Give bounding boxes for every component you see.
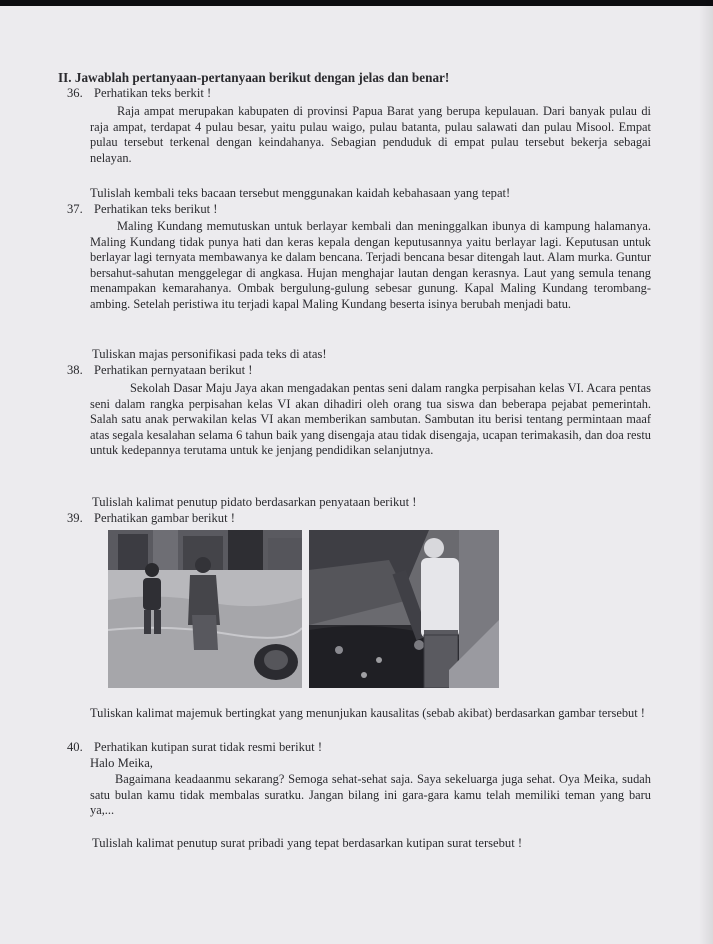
letter-greeting: Halo Meika,	[90, 756, 153, 770]
question-40-letter-text: Bagaimana keadaanmu sekarang? Semoga sehat-sehat saja. Saya sekeluarga juga sehat. Oya Meika, sudah satu bulan kamu tidak membalas suratku. Jangan bilang ini gara-gara kamu telah memiliki teman yang baru ya,...	[90, 772, 651, 818]
question-36-heading	[67, 86, 211, 101]
flood-photo-left	[108, 530, 302, 688]
section-title: II. Jawablah pertanyaan-pertanyaan berikut dengan jelas dan benar!	[58, 70, 450, 85]
flood-photo-right	[309, 530, 499, 688]
question-39-heading	[67, 511, 235, 526]
question-38-instruction: Tulislah kalimat penutup pidato berdasarkan penyataan berikut !	[92, 495, 417, 509]
question-37-text: Maling Kundang memutuskan untuk berlayar kembali dan meninggalkan ibunya di kampung halamanya. Maling Kundang tidak punya hati dan keras kepala dengan keputusannya yaitu berlayar lagi. Keputusan untuk berlayar lagi ternyata membawanya ke dalam bencana. Terjadi bencana besar ditengah laut. Alam murka. Guntur bersahut-sahutan menggelegar di angkasa. Hujan menghajar lautan dengan kerasnya. Laut yang semula tenang menampakan kemarahanya. Ombak bergulung-gulung sebesar gunung. Kapal Maling Kundang terombang-ambing. Setelah peristiwa itu terjadi kapal Maling Kundang beserta isinya berubah menjadi batu.	[90, 219, 651, 311]
question-39-instruction: Tuliskan kalimat majemuk bertingkat yang menunjukan kausalitas (sebab akibat) berdasarkan gambar tersebut !	[90, 706, 645, 720]
question-prompt: Perhatikan teks berkit !	[94, 86, 212, 100]
question-40-instruction: Tulislah kalimat penutup surat pribadi yang tepat berdasarkan kutipan surat tersebut !	[92, 836, 523, 850]
question-prompt: Perhatikan pernyataan berikut !	[94, 363, 253, 377]
question-36-text: Raja ampat merupakan kabupaten di provinsi Papua Barat yang berupa kepulauan. Dari banyak pulau di raja ampat, terdapat 4 pulau besar, yaitu pulau waigo, pulau batanta, pulau salawati dan pulau Misool. Empat pulau tersebut terkenal dengan keindahanya. Sebagian penduduk di empat pulau tersebut bekerja sebagai nelayan.	[90, 104, 651, 165]
question-prompt: Perhatikan teks berikut !	[94, 202, 218, 216]
question-36-instruction: Tulislah kembali teks bacaan tersebut menggunakan kaidah kebahasaan yang tepat!	[90, 186, 511, 200]
question-number: 36.	[67, 86, 83, 100]
question-number: 38.	[67, 363, 83, 377]
question-40-heading	[67, 740, 322, 755]
question-prompt: Perhatikan kutipan surat tidak resmi berikut !	[94, 740, 323, 754]
question-38-text: Sekolah Dasar Maju Jaya akan mengadakan pentas seni dalam rangka perpisahan kelas VI. Acara pentas seni dalam rangka perpisahan kelas VI akan dihadiri oleh orang tua siswa dan beberapa pejabat pemerintah. Salah satu anak perwakilan kelas VI akan memberikan sambutan. Sambutan itu berisi tentang permintaan maaf atas segala kesalahan selama 6 tahun baik yang disengaja atau tidak disengaja, ucapan terimakasih, dan doa restu untuk kedepannya terutama untuk ke jenjang pendidikan selanjutnya.	[90, 381, 651, 458]
question-number: 39.	[67, 511, 83, 525]
question-number: 40.	[67, 740, 83, 754]
question-37-heading	[67, 202, 217, 217]
question-number: 37.	[67, 202, 83, 216]
question-prompt: Perhatikan gambar berikut !	[94, 511, 235, 525]
question-37-instruction: Tuliskan majas personifikasi pada teks di atas!	[92, 347, 327, 361]
question-38-heading	[67, 363, 252, 378]
